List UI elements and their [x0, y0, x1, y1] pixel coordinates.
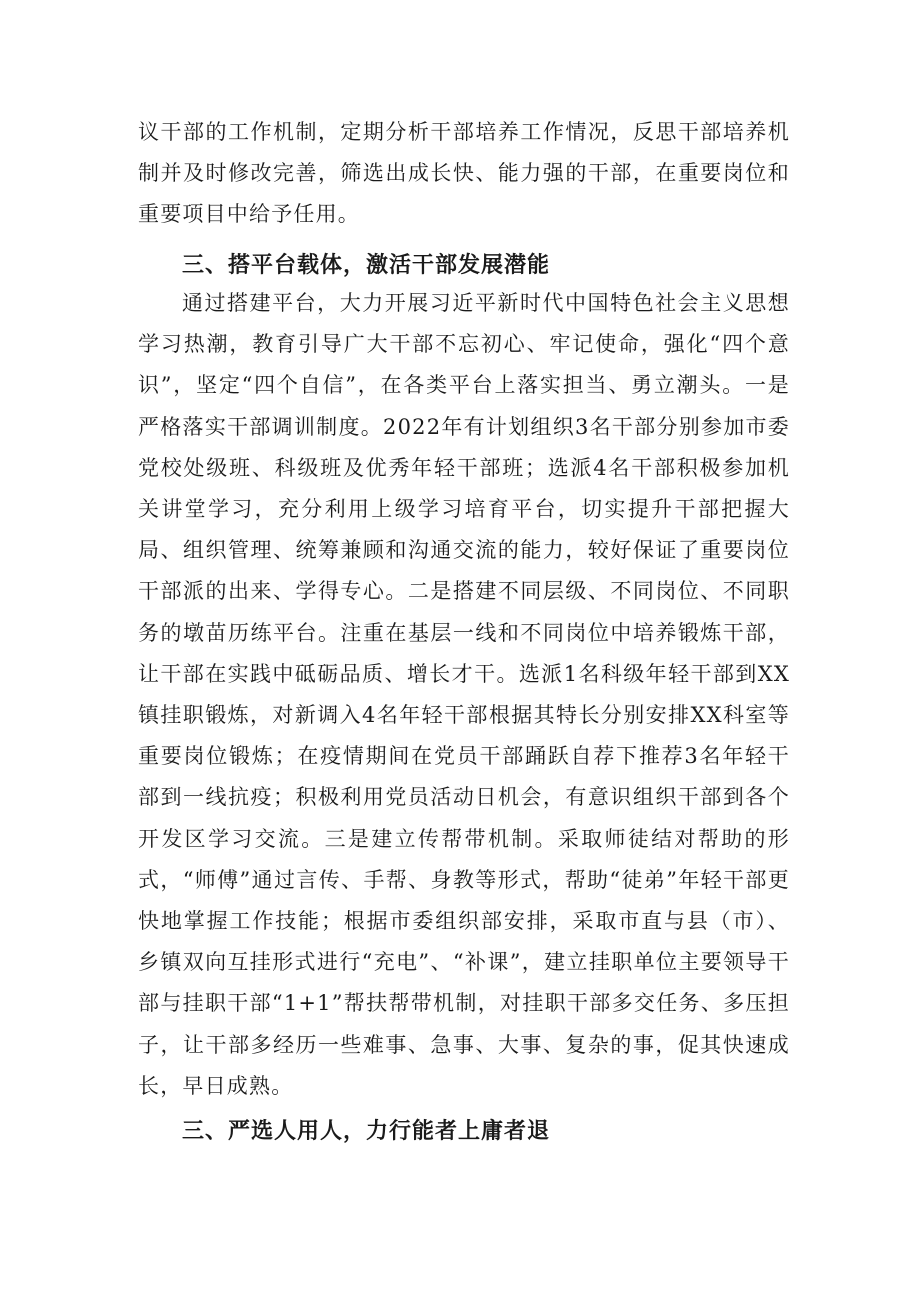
section-heading-selection: 三、严选人用人，力行能者上庸者退 [182, 1119, 551, 1144]
section-heading-platform: 三、搭平台载体，激活干部发展潜能 [182, 253, 551, 278]
paragraph-platform-body: 通过搭建平台，大力开展习近平新时代中国特色社会主义思想学习热潮，教育引导广大干部不忘初心、牢记使命，强化“四个意识”，坚定“四个自信”，在各类平台上落实担当、勇立潮头。一是严格落实干部调训制度。2022年有计划组织3名干部分别参加市委党校处级班、科级班及优秀年轻干部班；选派4名干部积极参加机关讲堂学习，充分利用上级学习培育平台，切实提升干部把握大局、组织管理、统筹兼顾和沟通交流的能力，较好保证了重要岗位干部派的出来、学得专心。二是搭建不同层级、不同岗位、不同职务的墩苗历练平台。注重在基层一线和不同岗位中培养锻炼干部，让干部在实践中砥砺品质、增长才干。选派1名科级年轻干部到XX镇挂职锻炼，对新调入4名年轻干部根据其特长分别安排XX科室等重要岗位锻炼；在疫情期间在党员干部踊跃自荐下推荐3名年轻干部到一线抗疫；积极利用党员活动日机会，有意识组织干部到各个开发区学习交流。三是建立传帮带机制。采取师徒结对帮助的形式，“师傅”通过言传、手帮、身教等形式，帮助“徒弟”年轻干部更快地掌握工作技能；根据市委组织部安排，采取市直与县（市）、乡镇双向互挂形式进行“充电”、“补课”，建立挂职单位主要领导干部与挂职干部“1+1”帮扶帮带机制，对挂职干部多交任务、多压担子，让干部多经历一些难事、急事、大事、复杂的事，促其快速成长，早日成熟。 [138, 291, 790, 1098]
paragraph-continuation: 议干部的工作机制，定期分析干部培养工作情况，反思干部培养机制并及时修改完善，筛选出成长快、能力强的干部，在重要岗位和重要项目中给予任用。 [138, 120, 790, 227]
